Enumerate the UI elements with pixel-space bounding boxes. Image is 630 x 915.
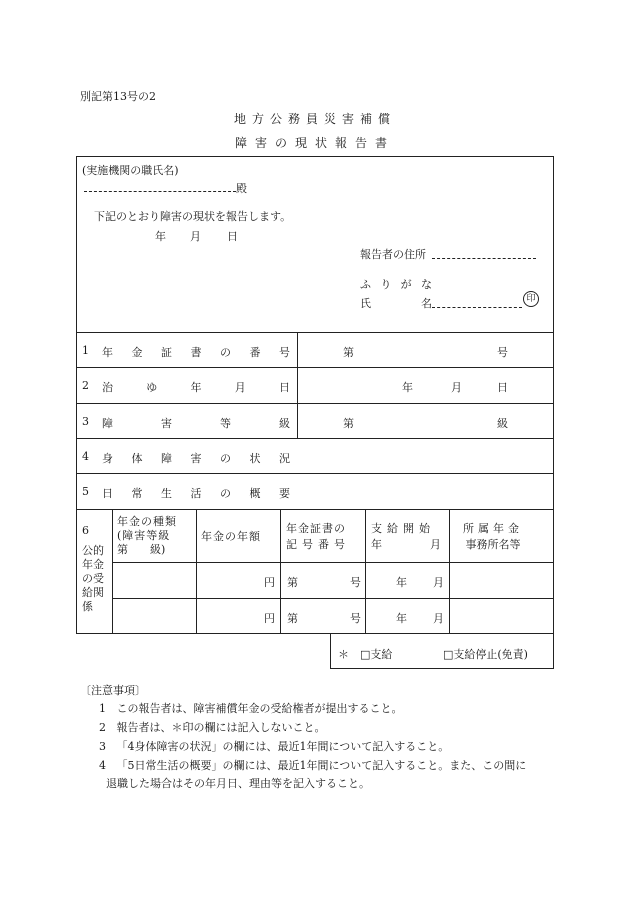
row2-month: 月 xyxy=(451,381,462,394)
note-2: 2 報告者は、＊印の欄には記入しないこと。 xyxy=(99,721,326,734)
note-4: 4 「5日常生活の概要」の欄には、最近1年間について記入すること。また、この間に xyxy=(99,759,527,772)
note-1: 1 この報告者は、障害補償年金の受給権者が提出すること。 xyxy=(99,702,403,715)
row2-day: 日 xyxy=(497,381,508,394)
title-line-2: 障害の現状報告書 xyxy=(234,136,395,150)
row3-num: 3 xyxy=(82,415,89,428)
checkbox-payment[interactable]: □支給 xyxy=(360,648,393,661)
row4-label: 身 体 障 害 の 状 況 xyxy=(102,452,290,465)
note-4-continued: 退職した場合はその年月日、理由等を記入すること。 xyxy=(106,777,370,790)
row2-num: 2 xyxy=(82,379,89,392)
pension-start-header: 支給開始 年 月 xyxy=(371,522,441,551)
honorific: 殿 xyxy=(236,182,247,195)
row4-num: 4 xyxy=(82,450,89,463)
form-reference: 別記第13号の2 xyxy=(80,90,156,103)
p2-go: 号 xyxy=(350,612,361,625)
office-star: ＊ xyxy=(338,648,349,661)
p1-dai: 第 xyxy=(287,576,298,589)
row3-kyu: 級 xyxy=(497,417,508,430)
row5-num: 5 xyxy=(82,485,89,498)
date-year: 年 xyxy=(155,230,166,243)
row5-label: 日 常 生 活 の 概 要 xyxy=(102,487,290,500)
pension-office-header: 所属年金 事務所名等 xyxy=(463,522,523,551)
agency-name-field[interactable] xyxy=(84,180,247,196)
date-month: 月 xyxy=(190,230,201,243)
p2-tsuki: 月 xyxy=(433,612,444,625)
p1-yen: 円 xyxy=(264,576,275,589)
furigana-label: ふ り が な xyxy=(360,278,432,291)
seal-icon: 印 xyxy=(523,291,539,307)
note-3: 3 「4身体障害の状況」の欄には、最近1年間について記入すること。 xyxy=(99,740,450,753)
row1-dai: 第 xyxy=(343,346,354,359)
name-label: 氏 名 xyxy=(360,297,432,310)
checkbox-payment-stopped[interactable]: □支給停止(免責) xyxy=(443,648,528,661)
pension-cert-header: 年金証書の 記号番号 xyxy=(286,522,350,551)
title-line-1: 地方公務員災害補償 xyxy=(233,112,396,126)
reporter-address-field[interactable] xyxy=(432,248,536,262)
row3-label: 障 害 等 級 xyxy=(102,417,290,430)
p2-dai: 第 xyxy=(287,612,298,625)
p1-tsuki: 月 xyxy=(433,576,444,589)
p2-yen: 円 xyxy=(264,612,275,625)
date-day: 日 xyxy=(227,230,238,243)
pension-type-header: 年金の種類 (障害等級 第 級) xyxy=(117,515,177,556)
pension-num: 6 xyxy=(82,524,89,537)
intro-text: 下記のとおり障害の現状を報告します。 xyxy=(94,210,292,223)
pension-amount-header: 年金の年額 xyxy=(201,530,261,543)
row1-num: 1 xyxy=(82,344,89,357)
row3-dai: 第 xyxy=(343,417,354,430)
p1-go: 号 xyxy=(350,576,361,589)
row1-go: 号 xyxy=(497,346,508,359)
notes-header: 〔注意事項〕 xyxy=(80,684,146,697)
p1-nen: 年 xyxy=(396,576,407,589)
row2-label: 治 ゆ 年 月 日 xyxy=(102,381,290,394)
pension-vertical-label: 公的 年金 の受 給関 係 xyxy=(82,544,104,613)
agency-label: (実施機関の職氏名) xyxy=(82,164,179,177)
row2-year: 年 xyxy=(402,381,413,394)
name-field[interactable] xyxy=(432,297,522,311)
row1-label: 年 金 証 書 の 番 号 xyxy=(102,346,290,359)
reporter-address-label: 報告者の住所 xyxy=(360,248,426,261)
p2-nen: 年 xyxy=(396,612,407,625)
